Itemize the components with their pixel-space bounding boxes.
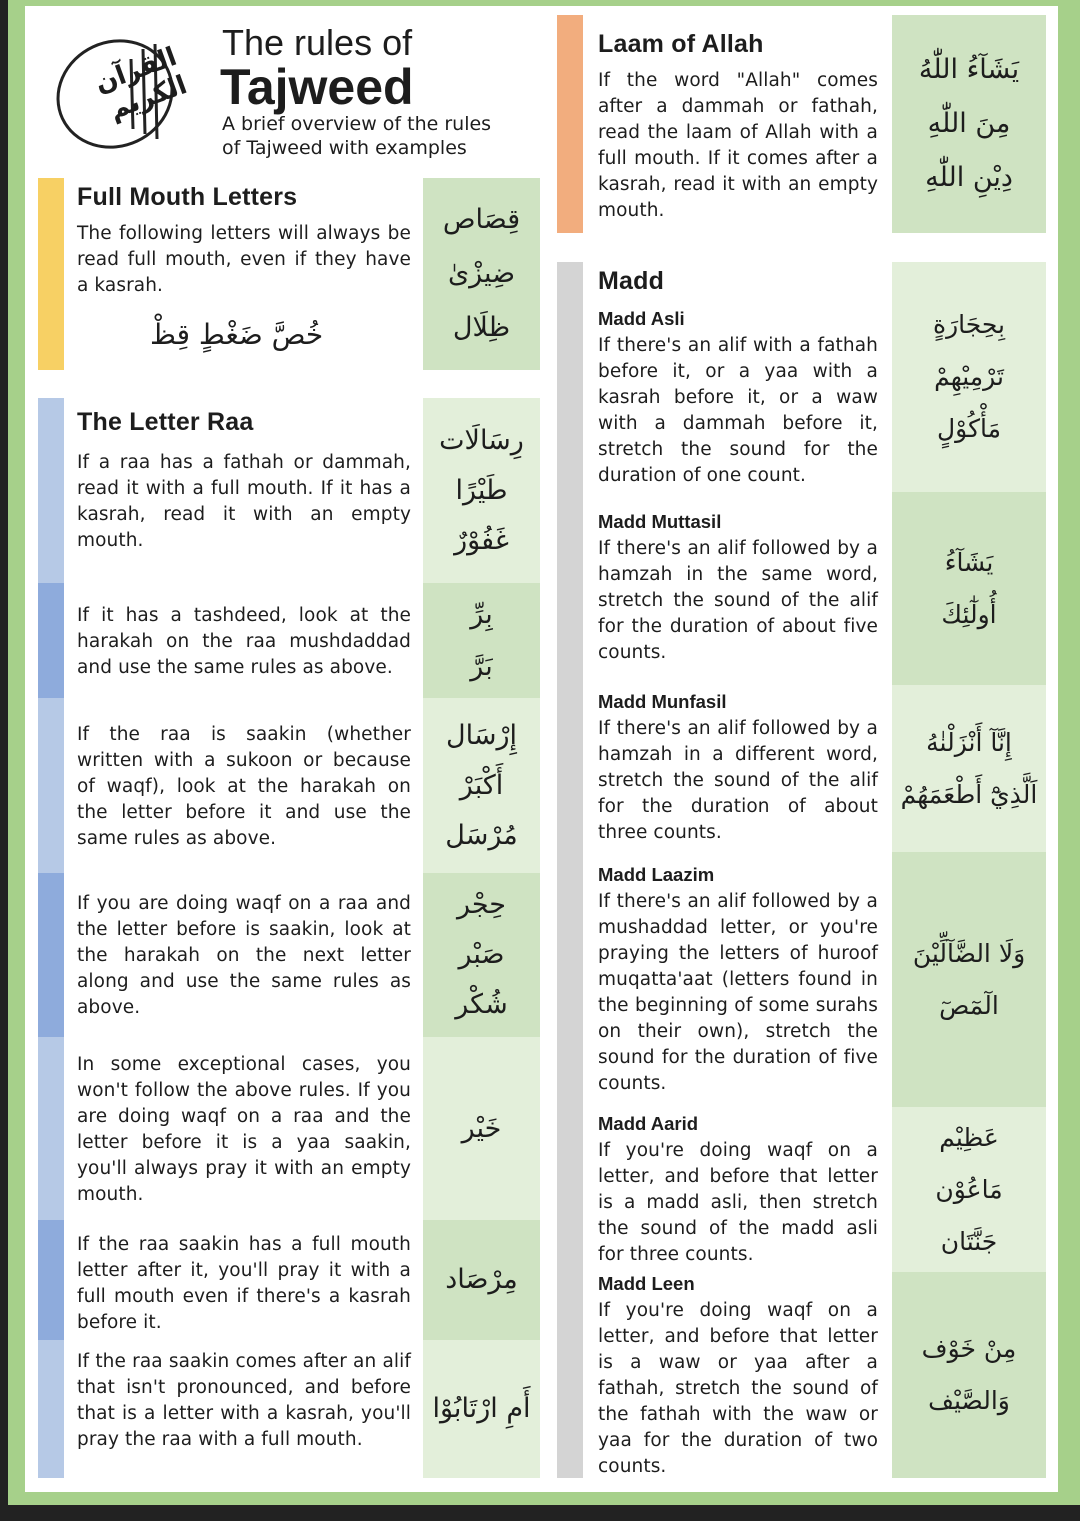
raa-rule-text: If the raa saakin has a full mouth letter after it, you'll pray it with a full mouth even if there's a kasrah before it.	[77, 1234, 411, 1333]
raa-rule-examples	[423, 1340, 540, 1478]
quran-logo	[45, 24, 192, 164]
raa-bar-segment	[38, 1340, 64, 1478]
example-word: مَاعُوْن	[935, 1174, 1003, 1204]
raa-rule-examples	[423, 1220, 540, 1340]
madd-rule-examples	[892, 492, 1046, 685]
madd-rule-title: Madd Aarid	[598, 1113, 699, 1134]
example-word: قِصَاص	[442, 204, 521, 235]
example-word: الٓمٓصٓ	[939, 990, 999, 1020]
madd-rule-examples	[892, 1272, 1046, 1478]
raa-rule-examples	[423, 698, 540, 873]
title-line2: Tajweed	[220, 59, 414, 115]
example-word: وَلَا الضَّآلِّيْنَ	[912, 938, 1026, 968]
example-word: غَفُوْرٌ	[454, 524, 509, 556]
raa-bar-segment	[38, 698, 64, 873]
raa-bar-segment	[38, 583, 64, 698]
raa-bar-segment	[38, 398, 64, 583]
example-word: شُكْر	[455, 989, 508, 1020]
example-word: إِرْسَال	[446, 719, 518, 751]
example-word: بِرِّ	[470, 598, 493, 630]
example-word: طَيْرًا	[455, 474, 508, 506]
raa-bar-segment	[38, 873, 64, 1037]
full-mouth-letters: خُصَّ ضَغْطٍ قِظْ	[150, 318, 324, 351]
raa-rule-examples	[423, 873, 540, 1037]
raa-bar-segment	[38, 1220, 64, 1340]
example-word: يَشَآءُ اللّٰهُ	[918, 54, 1020, 85]
madd-rule-text: If you're doing waqf on a letter, and before that letter is a madd asli, then stretch the sound of the madd asli for three counts.	[598, 1140, 878, 1265]
laam-examples	[892, 15, 1046, 233]
madd-rule-text: If there's an alif with a fathah before it, or a yaa with a kasrah before it, or a waw with a dammah before it, stretch the sound for the duration of one count.	[598, 335, 878, 486]
example-word: إِنَّآ أَنْزَلْنٰهُ	[926, 727, 1012, 757]
madd-rule-text: If there's an alif followed by a hamzah in a different word, stretch the sound of the alif for the duration of about three counts.	[598, 718, 878, 843]
raa-rule-text: If a raa has a fathah or dammah, read it with a full mouth. If it has a kasrah, read it with an empty mouth.	[77, 452, 411, 551]
full-mouth-text: The following letters will always be read full mouth, even if they have a kasrah.	[77, 223, 411, 296]
title-line1: The rules of	[222, 22, 413, 63]
madd-rule-title: Madd Asli	[598, 308, 685, 329]
madd-bar	[557, 262, 583, 1478]
madd-heading: Madd	[598, 267, 665, 295]
subtitle: A brief overview of the rules of Tajweed with examples	[222, 113, 492, 159]
example-word: مِنَ اللّٰهِ	[927, 108, 1011, 139]
example-word: دِيْنِ اللّٰهِ	[925, 162, 1013, 193]
example-word: ظِلَال	[452, 312, 511, 343]
example-word: خَيْر	[461, 1112, 502, 1144]
madd-rule-title: Madd Leen	[598, 1273, 695, 1294]
full-mouth-bar	[38, 178, 64, 370]
raa-rule-text: If it has a tashdeed, look at the harakah on the raa mushdaddad and use the same rules as above.	[77, 605, 411, 678]
full-mouth-examples	[423, 178, 540, 370]
example-word: مِرْصَاد	[445, 1264, 518, 1295]
raa-rule-text: If you are doing waqf on a raa and the letter before is saakin, look at the harakah on the next letter along and use the same rules as above.	[77, 893, 411, 1018]
madd-rule-examples	[892, 262, 1046, 492]
example-word: تَرْمِيْهِمْ	[934, 362, 1004, 391]
logo-text: القرآن الكريم	[90, 41, 192, 126]
madd-rule-title: Madd Muttasil	[598, 511, 722, 532]
example-word: بَرَّ	[470, 650, 493, 682]
laam-heading: Laam of Allah	[598, 30, 764, 58]
laam-text: If the word "Allah" comes after a dammah or fathah, read the laam of Allah with a full mouth. If it comes after a kasrah, read it with an empty mouth.	[598, 70, 878, 221]
example-word: حِجْر	[456, 889, 507, 920]
example-word: مُرْسَل	[445, 819, 518, 851]
example-word: عَظِيْم	[939, 1122, 999, 1152]
raa-rule-text: If the raa is saakin (whether written with a sukoon or because of waqf), look at the harakah on the letter before it and use the same rules as above.	[77, 724, 411, 849]
example-word: بِحِجَارَةٍ	[932, 310, 1006, 339]
raa-rule-text: If the raa saakin comes after an alif that isn't pronounced, and before that is a letter with a kasrah, you'll pray the raa with a full mouth.	[77, 1351, 411, 1450]
example-word: يَشَآءُ	[944, 547, 994, 577]
madd-rule-text: If you're doing waqf on a letter, and before that letter is a waw or yaa after a fathah, stretch the sound of the fathah with the waw or yaa for the duration of two counts.	[598, 1300, 878, 1477]
madd-rule-title: Madd Munfasil	[598, 691, 727, 712]
example-word: صَبْر	[458, 939, 505, 970]
raa-bar-segment	[38, 1037, 64, 1220]
raa-rule-examples	[423, 398, 540, 583]
raa-heading: The Letter Raa	[77, 408, 254, 436]
madd-rule-examples	[892, 852, 1046, 1107]
madd-rule-text: If there's an alif followed by a mushaddad letter, or you're praying the letters of huroof muqatta'aat (letters found in the beginning of some surahs on their own), stretch the sound for the duration of five counts.	[598, 891, 878, 1094]
raa-rule-examples	[423, 583, 540, 698]
madd-rule-text: If there's an alif followed by a hamzah in the same word, stretch the sound of the alif for the duration of about five counts.	[598, 538, 878, 663]
raa-rule-text: In some exceptional cases, you won't follow the above rules. If you are doing waqf on a raa and the letter before it is a yaa saakin, you'll always pray it with an empty mouth.	[77, 1054, 411, 1205]
full-mouth-heading: Full Mouth Letters	[77, 183, 298, 211]
madd-rule-title: Madd Laazim	[598, 864, 715, 885]
raa-rule-examples	[423, 1037, 540, 1220]
example-word: جَنَّتَان	[940, 1226, 998, 1256]
example-word: أُولٰٓئِكَ	[941, 599, 997, 629]
example-word: رِسَالَات	[439, 424, 524, 456]
example-word: مِنْ خَوْف	[921, 1334, 1017, 1363]
laam-bar	[557, 15, 583, 233]
madd-rule-examples	[892, 685, 1046, 852]
madd-rule-examples	[892, 1107, 1046, 1272]
example-word: اَلَّذِيْٓ أَطْعَمَهُمْ	[900, 779, 1038, 809]
example-word: وَالصَّيْف	[928, 1386, 1010, 1415]
example-word: أَكْبَرْ	[459, 769, 504, 801]
example-word: ضِيزْىٰ	[447, 258, 516, 289]
example-word: أَمِ ارْتَابُوْا	[432, 1393, 531, 1424]
example-word: مَأْكُوْلٍ	[937, 414, 1001, 443]
